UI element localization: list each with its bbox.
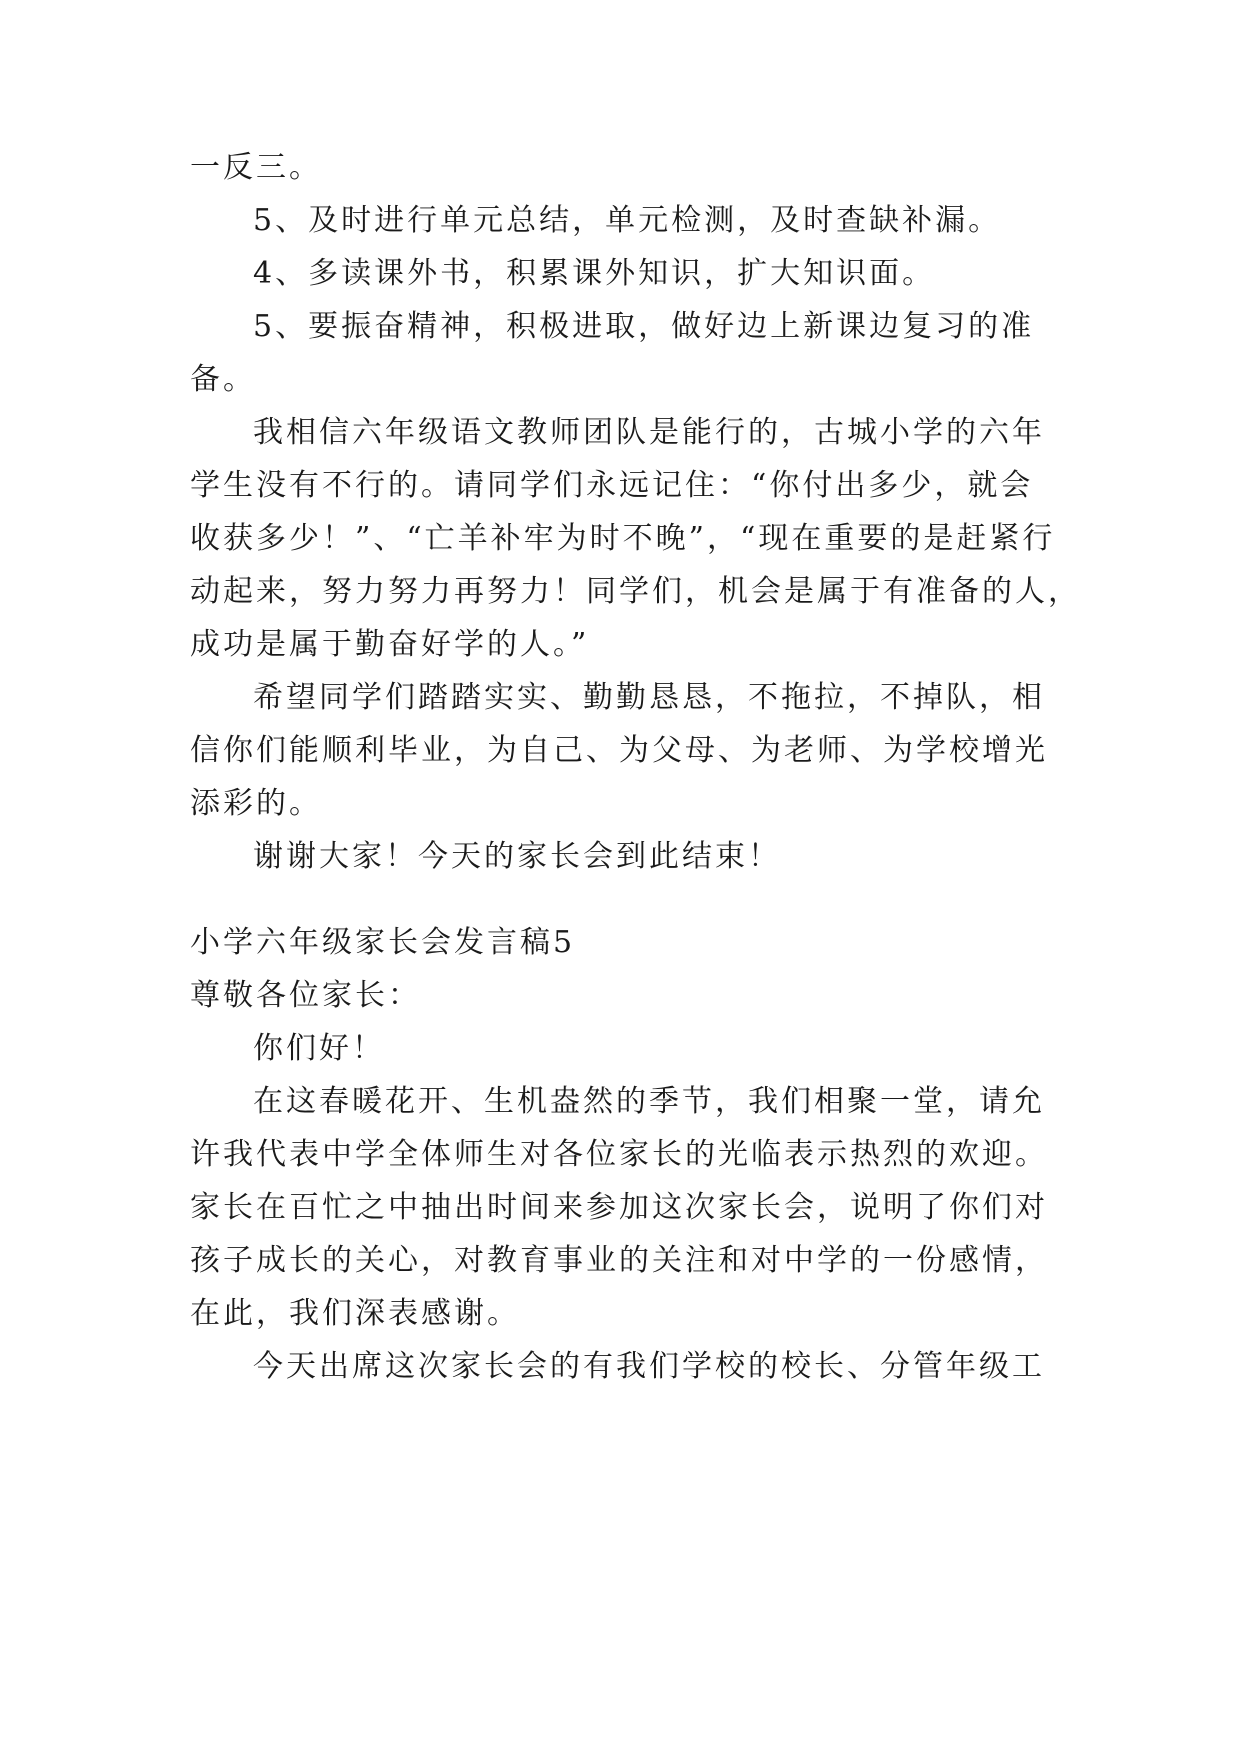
paragraph-line: 备。 bbox=[190, 362, 256, 397]
paragraph-line: 一反三。 bbox=[190, 150, 322, 185]
paragraph-line: 动起来，努力努力再努力！同学们，机会是属于有准备的人， bbox=[190, 574, 1081, 609]
paragraph-line: 你们好！ bbox=[253, 1031, 385, 1066]
paragraph-line: 谢谢大家！今天的家长会到此结束！ bbox=[253, 839, 781, 874]
paragraph-line: 我相信六年级语文教师团队是能行的，古城小学的六年 bbox=[253, 415, 1045, 450]
greeting: 尊敬各位家长： bbox=[190, 978, 421, 1013]
paragraph-line: 孩子成长的关心，对教育事业的关注和对中学的一份感情， bbox=[190, 1243, 1048, 1278]
paragraph-line: 在此，我们深表感谢。 bbox=[190, 1296, 520, 1331]
section-title: 小学六年级家长会发言稿5 bbox=[190, 925, 576, 960]
paragraph-line: 希望同学们踏踏实实、勤勤恳恳，不拖拉，不掉队，相 bbox=[253, 680, 1045, 715]
paragraph-line: 在这春暖花开、生机盎然的季节，我们相聚一堂，请允 bbox=[253, 1084, 1045, 1119]
paragraph-line: 今天出席这次家长会的有我们学校的校长、分管年级工 bbox=[253, 1349, 1045, 1384]
list-item: 5、及时进行单元总结，单元检测，及时查缺补漏。 bbox=[253, 203, 1002, 238]
paragraph-line: 学生没有不行的。请同学们永远记住：“你付出多少，就会 bbox=[190, 468, 1034, 503]
paragraph-line: 家长在百忙之中抽出时间来参加这次家长会，说明了你们对 bbox=[190, 1190, 1048, 1225]
list-item: 5、要振奋精神，积极进取，做好边上新课边复习的准 bbox=[253, 309, 1035, 344]
paragraph-line: 收获多少！”、“亡羊补牢为时不晚”，“现在重要的是赶紧行 bbox=[190, 521, 1056, 556]
paragraph-line: 许我代表中学全体师生对各位家长的光临表示热烈的欢迎。 bbox=[190, 1137, 1048, 1172]
paragraph-line: 成功是属于勤奋好学的人。” bbox=[190, 627, 590, 662]
list-item: 4、多读课外书，积累课外知识，扩大知识面。 bbox=[253, 256, 936, 291]
paragraph-line: 信你们能顺利毕业，为自己、为父母、为老师、为学校增光 bbox=[190, 733, 1048, 768]
paragraph-line: 添彩的。 bbox=[190, 786, 322, 821]
